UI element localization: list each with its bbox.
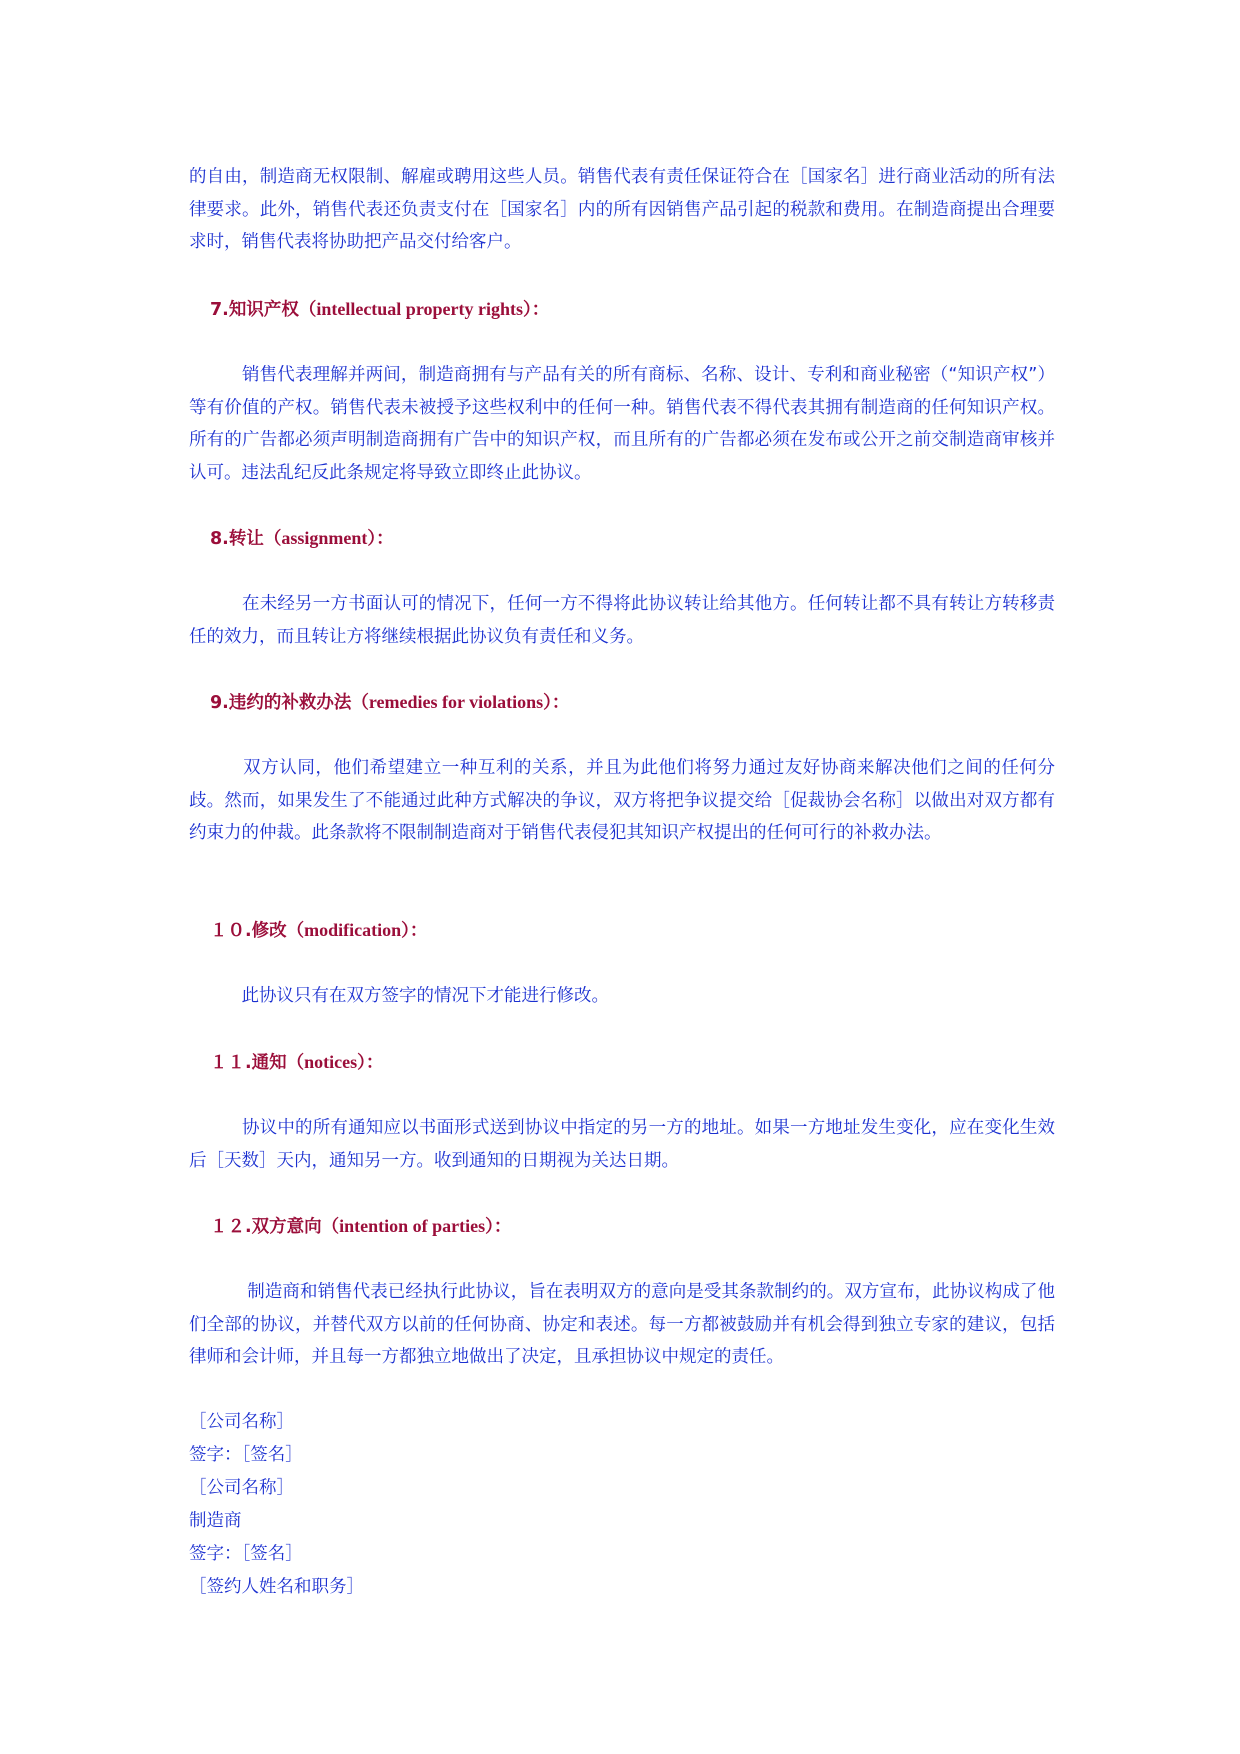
signature-company-name: ［公司名称］ xyxy=(189,1478,294,1498)
section-9-body: 双方认同，他们希望建立一种互利的关系，并且为此他们将努力通过友好协商来解决他们之间的任何分歧。然而，如果发生了不能通过此种方式解决的争议，双方将把争议提交给［促裁协会名称］以做出对双方都有约束力的仲裁。此条款将不限制制造商对于销售代表侵犯其知识产权提出的任何可行的补救办法。 xyxy=(189,758,1055,843)
section-heading-end: ）： xyxy=(522,300,550,320)
signature-company-name: ［公司名称］ xyxy=(189,1412,294,1432)
section-heading-end: ）： xyxy=(543,693,570,713)
section-heading-cn: １１.通知（ xyxy=(210,1053,305,1073)
section-heading-en: notices xyxy=(304,1052,358,1072)
section-heading-en: intention of parties xyxy=(339,1216,486,1236)
section-9-heading xyxy=(210,686,569,719)
section-heading-cn: １０.修改（ xyxy=(210,921,305,941)
section-12-body: 制造商和销售代表已经执行此协议，旨在表明双方的意向是受其条款制约的。双方宣布，此协议构成了他们全部的协议，并替代双方以前的任何协商、协定和表述。每一方都被鼓励并有机会得到独立专家的建议，包括律师和会计师，并且每一方都独立地做出了决定，且承担协议中规定的责任。 xyxy=(189,1282,1055,1367)
signature-party-label: 制造商 xyxy=(189,1511,242,1531)
section-heading-en: remedies for violations xyxy=(368,692,544,712)
section-10-body: 此协议只有在双方签字的情况下才能进行修改。 xyxy=(189,986,609,1006)
signature-line: 签字：［签名］ xyxy=(189,1544,303,1564)
continuation-paragraph: 的自由，制造商无权限制、解雇或聘用这些人员。销售代表有责任保证符合在［国家名］进行商业活动的所有法律要求。此外，销售代表还负责支付在［国家名］内的所有因销售产品引起的税款和费用。在制造商提出合理要求时，销售代表将协助把产品交付给客户。 xyxy=(189,167,1055,252)
signatory-name-title: ［签约人姓名和职务］ xyxy=(189,1577,364,1597)
section-heading-cn: １２.双方意向（ xyxy=(210,1217,340,1237)
section-heading-end: ）： xyxy=(367,529,394,549)
section-12-heading xyxy=(210,1210,511,1243)
section-heading-en: intellectual property rights xyxy=(316,299,523,319)
section-7-body: 销售代表理解并两间，制造商拥有与产品有关的所有商标、名称、设计、专利和商业秘密（“知识产权”）等有价值的产权。销售代表未被授予这些权利中的任何一种。销售代表不得代表其拥有制造商的任何知识产权。所有的广告都必须声明制造商拥有广告中的知识产权，而且所有的广告都必须在发布或公开之前交制造商审核并认可。违法乱纪反此条规定将导致立即终止此协议。 xyxy=(189,365,1055,483)
section-heading-cn: 7.知识产权（ xyxy=(210,300,317,320)
section-heading-en: modification xyxy=(304,920,402,940)
section-10-heading xyxy=(210,914,427,947)
section-7-heading xyxy=(210,293,549,326)
section-heading-end: ）： xyxy=(485,1217,512,1237)
signature-line: 签字：［签名］ xyxy=(189,1445,303,1465)
section-heading-end: ）： xyxy=(401,921,428,941)
section-heading-cn: 8.转让（ xyxy=(210,529,282,549)
section-heading-cn: 9.违约的补救办法（ xyxy=(210,693,369,713)
section-heading-en: assignment xyxy=(281,528,368,548)
section-8-heading xyxy=(210,522,394,555)
section-11-heading xyxy=(210,1046,383,1079)
section-heading-end: ）： xyxy=(357,1053,384,1073)
section-11-body: 协议中的所有通知应以书面形式送到协议中指定的另一方的地址。如果一方地址发生变化，应在变化生效后［天数］天内，通知另一方。收到通知的日期视为关达日期。 xyxy=(189,1118,1055,1171)
section-8-body: 在未经另一方书面认可的情况下，任何一方不得将此协议转让给其他方。任何转让都不具有转让方转移责任的效力，而且转让方将继续根据此协议负有责任和义务。 xyxy=(189,594,1055,647)
